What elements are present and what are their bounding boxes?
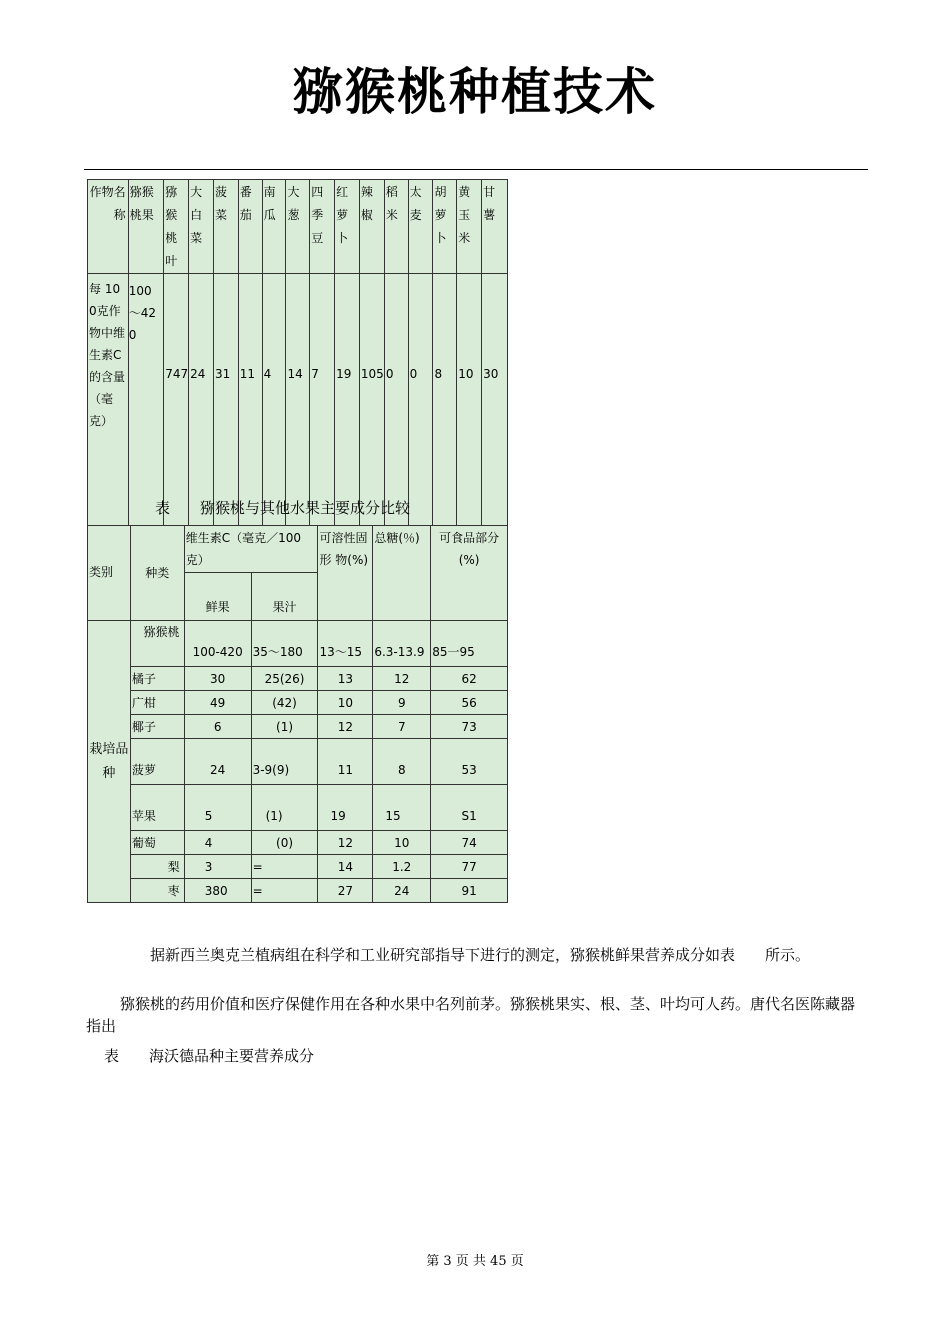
table1-value: 105 bbox=[359, 274, 384, 545]
table1-header-cell: 四季豆 bbox=[310, 180, 335, 274]
soluble-value: 12 bbox=[318, 715, 373, 739]
table-row bbox=[88, 831, 508, 855]
sugar-value: 6.3-13.9 bbox=[373, 621, 431, 667]
table1-value: 19 bbox=[335, 274, 360, 545]
variety-name: 葡萄 bbox=[130, 831, 184, 855]
edible-value: 53 bbox=[431, 739, 508, 785]
table1-header-row bbox=[88, 180, 508, 274]
juice-value: (1) bbox=[251, 785, 318, 831]
variety-name: 猕猴桃 bbox=[130, 621, 184, 667]
fresh-value: 100-420 bbox=[184, 621, 251, 667]
variety-name: 苹果 bbox=[130, 785, 184, 831]
fruit-comparison-table bbox=[87, 525, 508, 903]
juice-value: (1) bbox=[251, 715, 318, 739]
fresh-value: 24 bbox=[184, 739, 251, 785]
table1-header-cell: 猕猴桃果 bbox=[128, 180, 164, 274]
juice-value: = bbox=[251, 879, 318, 903]
table1-header-cell: 番茄 bbox=[238, 180, 262, 274]
table-row bbox=[88, 855, 508, 879]
table1-value: 10 bbox=[457, 274, 482, 545]
soluble-value: 19 bbox=[318, 785, 373, 831]
juice-value: = bbox=[251, 855, 318, 879]
table1-value: 4 bbox=[262, 274, 286, 545]
table1-value: 7 bbox=[310, 274, 335, 545]
sugar-value: 10 bbox=[373, 831, 431, 855]
page-footer: 第 3 页 共 45 页 bbox=[426, 1254, 524, 1269]
table1-value: 747 bbox=[164, 274, 189, 545]
category-label: 栽培品种 bbox=[88, 621, 131, 903]
table1-header-cell: 大白菜 bbox=[189, 180, 214, 274]
table1-header-cell: 胡萝卜 bbox=[433, 180, 457, 274]
table-row bbox=[88, 879, 508, 903]
soluble-value: 27 bbox=[318, 879, 373, 903]
soluble-value: 14 bbox=[318, 855, 373, 879]
edible-value: 91 bbox=[431, 879, 508, 903]
edible-value: 73 bbox=[431, 715, 508, 739]
table-row bbox=[88, 715, 508, 739]
edible-value: 85一95 bbox=[431, 621, 508, 667]
table1-value: 30 bbox=[482, 274, 508, 545]
fresh-value: 4 bbox=[184, 831, 251, 855]
table3-caption: 表 海沃德品种主要营养成分 bbox=[104, 1047, 315, 1065]
table1-header-cell: 红萝卜 bbox=[335, 180, 360, 274]
table1-value: 11 bbox=[238, 274, 262, 545]
paragraph-2: 猕猴桃的药用价值和医疗保健作用在各种水果中名列前茅。猕猴桃果实、根、茎、叶均可人药。唐代名医陈藏器指出 bbox=[86, 995, 856, 1035]
table1-header-cell: 辣椒 bbox=[359, 180, 384, 274]
fresh-value: 49 bbox=[184, 691, 251, 715]
edible-value: 62 bbox=[431, 667, 508, 691]
sugar-value: 7 bbox=[373, 715, 431, 739]
header-variety: 种类 bbox=[130, 526, 184, 621]
table1-value: 31 bbox=[213, 274, 238, 545]
sugar-value: 1.2 bbox=[373, 855, 431, 879]
header-category: 类别 bbox=[88, 526, 131, 621]
edible-value: 77 bbox=[431, 855, 508, 879]
soluble-value: 11 bbox=[318, 739, 373, 785]
soluble-value: 10 bbox=[318, 691, 373, 715]
table1-header-cell: 太麦 bbox=[408, 180, 433, 274]
variety-name: 橘子 bbox=[130, 667, 184, 691]
table1-header-cell: 南瓜 bbox=[262, 180, 286, 274]
table-row bbox=[88, 739, 508, 785]
page-title: 猕猴桃种植技术 bbox=[293, 63, 657, 121]
header-juice: 果汁 bbox=[251, 573, 318, 621]
fresh-value: 380 bbox=[184, 879, 251, 903]
table1-value: 24 bbox=[189, 274, 214, 545]
variety-name: 椰子 bbox=[130, 715, 184, 739]
variety-name: 广柑 bbox=[130, 691, 184, 715]
juice-value: 3-9(9) bbox=[251, 739, 318, 785]
table1-value: 14 bbox=[286, 274, 310, 545]
juice-value: (42) bbox=[251, 691, 318, 715]
edible-value: 74 bbox=[431, 831, 508, 855]
table2-caption: 表 猕猴桃与其他水果主要成分比较 bbox=[155, 499, 411, 517]
variety-name: 菠萝 bbox=[130, 739, 184, 785]
sugar-value: 9 bbox=[373, 691, 431, 715]
variety-name: 梨 bbox=[130, 855, 184, 879]
sugar-value: 8 bbox=[373, 739, 431, 785]
variety-name: 枣 bbox=[130, 879, 184, 903]
fresh-value: 6 bbox=[184, 715, 251, 739]
edible-value: 56 bbox=[431, 691, 508, 715]
table-row bbox=[88, 691, 508, 715]
vitamin-c-crops-table bbox=[87, 179, 508, 545]
table1-value: 8 bbox=[433, 274, 457, 545]
header-edible-portion: 可食品部分(%) bbox=[431, 526, 508, 621]
table1-header-cell: 甘薯 bbox=[482, 180, 508, 274]
header-total-sugar: 总糖(％) bbox=[373, 526, 431, 621]
header-soluble-solids: 可溶性固 形 物(%) bbox=[318, 526, 373, 621]
table-row bbox=[88, 621, 508, 667]
sugar-value: 24 bbox=[373, 879, 431, 903]
juice-value: 35～180 bbox=[251, 621, 318, 667]
paragraph-1: 据新西兰奥克兰植病组在科学和工业研究部指导下进行的测定，猕猴桃鲜果营养成分如表 所示。 bbox=[150, 946, 811, 964]
juice-value: 25(26) bbox=[251, 667, 318, 691]
soluble-value: 13 bbox=[318, 667, 373, 691]
table1-row-label: 每 100克作物中维生素C的含量（毫克） bbox=[88, 274, 129, 545]
table-row bbox=[88, 785, 508, 831]
sugar-value: 15 bbox=[373, 785, 431, 831]
table1-header-cell: 稻米 bbox=[384, 180, 408, 274]
sugar-value: 12 bbox=[373, 667, 431, 691]
table1-header-cell: 作物名称 bbox=[88, 180, 129, 274]
header-rule bbox=[84, 169, 868, 170]
table1-value: 0 bbox=[408, 274, 433, 545]
soluble-value: 12 bbox=[318, 831, 373, 855]
table2-header-row bbox=[88, 526, 508, 573]
table-row bbox=[88, 667, 508, 691]
edible-value: S1 bbox=[431, 785, 508, 831]
table1-value: 100～420 bbox=[128, 274, 164, 545]
table1-header-cell: 菠菜 bbox=[213, 180, 238, 274]
table1-header-cell: 黄玉米 bbox=[457, 180, 482, 274]
soluble-value: 13～15 bbox=[318, 621, 373, 667]
header-vitamin-c: 维生素C（毫克／100克） bbox=[184, 526, 318, 573]
table1-header-cell: 大葱 bbox=[286, 180, 310, 274]
fresh-value: 3 bbox=[184, 855, 251, 879]
fresh-value: 30 bbox=[184, 667, 251, 691]
juice-value: (0) bbox=[251, 831, 318, 855]
header-fresh-fruit: 鲜果 bbox=[184, 573, 251, 621]
table1-header-cell: 猕猴桃叶 bbox=[164, 180, 189, 274]
table1-value: 0 bbox=[384, 274, 408, 545]
fresh-value: 5 bbox=[184, 785, 251, 831]
